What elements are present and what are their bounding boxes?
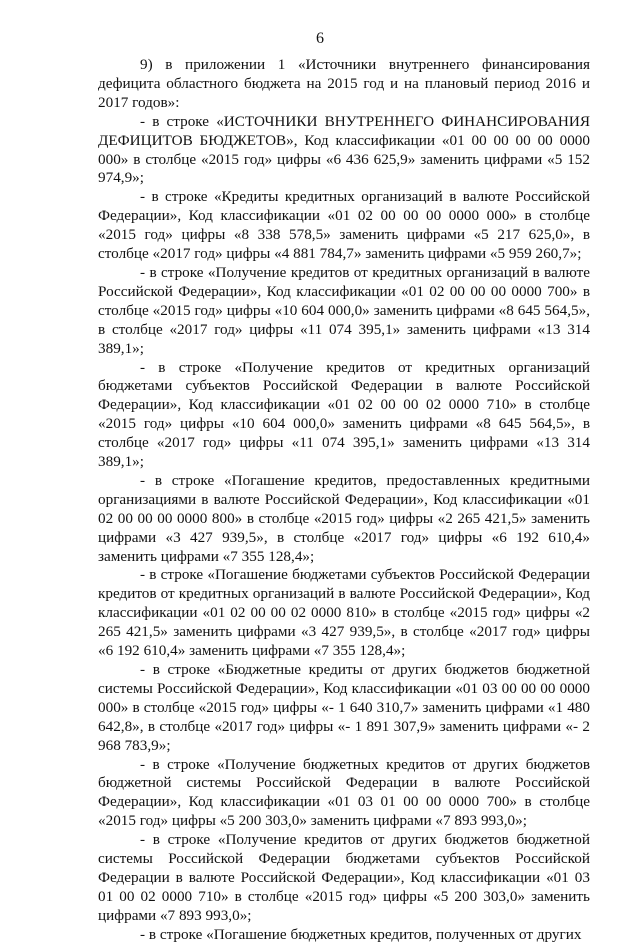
amendment-paragraph: - в строке «Получение бюджетных кредитов от других бюджетов бюджетной системы Российской Федерации в валюте Российской Федерации», Код классификации «01 03 01 00 00 0000 700» в столбце «2015 год» цифры «5 200 303,0» заменить цифрами «7 893 993,0»;: [98, 755, 590, 830]
amendment-paragraph: - в строке «Погашение бюджетных кредитов, полученных от других: [140, 925, 582, 943]
amendment-paragraph: - в строке «Получение кредитов от кредитных организаций бюджетами субъектов Российской Федерации в валюте Российской Федерации», Код классификации «01 02 00 00 02 0000 710» в столбце «2015 год» цифры «10 604 000,0» заменить цифрами «8 645 564,5», в столбце «2017 год» цифры «11 074 395,1» заменить цифрами «13 314 389,1»;: [98, 358, 590, 471]
page-number: 6: [316, 30, 324, 47]
amendment-paragraph: - в строке «Кредиты кредитных организаций в валюте Российской Федерации», Код классификации «01 02 00 00 00 0000 000» в столбце «2015 год» цифры «8 338 578,5» заменить цифрами «5 217 625,0», в столбце «2017 год» цифры «4 881 784,7» заменить цифрами «5 959 260,7»;: [98, 188, 590, 263]
amendment-paragraph: - в строке «Погашение кредитов, предоставленных кредитными организациями в валюте Российской Федерации», Код классификации «01 02 00 00 00 0000 800» в столбце «2015 год» цифры «2 265 421,5» заменить цифрами «3 427 939,5», в столбце «2017 год» цифры «6 192 610,4» заменить цифрами «7 355 128,4»;: [98, 471, 590, 565]
amendment-paragraph: - в строке «Получение кредитов от других бюджетов бюджетной системы Российской Федерации бюджетами субъектов Российской Федерации в валюте Российской Федерации», Код классификации «01 03 01 00 02 0000 710» в столбце «2015 год» цифры «5 200 303,0» заменить цифрами «7 893 993,0»;: [98, 831, 590, 924]
amendment-paragraph: - в строке «Погашение бюджетами субъектов Российской Федерации кредитов от кредитных организаций в валюте Российской Федерации», Код классификации «01 02 00 00 02 0000 810» в столбце «2015 год» цифры «2 265 421,5» заменить цифрами «3 427 939,5», в столбце «2017 год» цифры «6 192 610,4» заменить цифрами «7 355 128,4»;: [98, 566, 590, 660]
intro-paragraph: 9) в приложении 1 «Источники внутреннего финансирования дефицита областного бюджета на 2015 год и на плановый период 2016 и 2017 годов»:: [98, 56, 590, 111]
amendment-paragraph: - в строке «Бюджетные кредиты от других бюджетов бюджетной системы Российской Федерации», Код классификации «01 03 00 00 00 0000 000» в столбце «2015 год» цифры «- 1 640 310,7» заменить цифрами «1 480 642,8», в столбце «2017 год» цифры «- 1 891 307,9» заменить цифрами «- 2 968 783,9»;: [98, 661, 590, 754]
amendment-paragraph: - в строке «ИСТОЧНИКИ ВНУТРЕННЕГО ФИНАНСИРОВАНИЯ ДЕФИЦИТОВ БЮДЖЕТОВ», Код классификации «01 00 00 00 00 0000 000» в столбце «2015 год» цифры «6 436 625,9» заменить цифрами «5 152 974,9»;: [98, 112, 590, 187]
amendment-paragraph: - в строке «Получение кредитов от кредитных организаций в валюте Российской Федерации», Код классификации «01 02 00 00 00 0000 700» в столбце «2015 год» цифры «10 604 000,0» заменить цифрами «8 645 564,5», в столбце «2017 год» цифры «11 074 395,1» заменить цифрами «13 314 389,1»;: [98, 263, 590, 357]
document-body: [98, 56, 590, 945]
